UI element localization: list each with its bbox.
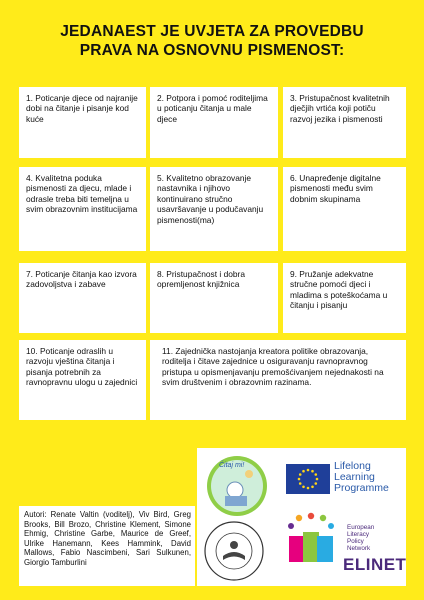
condition-card-9 bbox=[283, 263, 406, 333]
condition-text: 8. Pristupačnost i dobra opremljenost knjižnica bbox=[157, 269, 245, 290]
eu-star-icon bbox=[299, 482, 302, 485]
elinet-small-4: Network bbox=[347, 545, 371, 552]
page-title-line-2: PRAVA NA OSNOVNU PISMENOST: bbox=[79, 42, 345, 59]
eu-star-icon bbox=[316, 478, 319, 481]
condition-card-2 bbox=[150, 87, 278, 158]
authors-box bbox=[19, 506, 195, 586]
eu-star-icon bbox=[299, 473, 302, 476]
condition-card-6 bbox=[283, 167, 406, 251]
condition-card-4 bbox=[19, 167, 146, 251]
eu-star-icon bbox=[307, 487, 310, 490]
eu-star-icon bbox=[314, 473, 317, 476]
condition-text: 2. Potpora i pomoć roditeljima u poticanju čitanja u male djece bbox=[157, 93, 268, 124]
authors-text: Autori: Renate Valtin (voditelj), Viv Bird, Greg Brooks, Bill Brozo, Christine Klement, Simone Ehmig, Christine Garbe, Maurice de Greef, Ulrike Hanemann, Kees Hammink, David Mallows, Fabio Nascimbeni, Sari Sulkunen, Giorgio Tamburlini bbox=[24, 510, 191, 567]
condition-card-3 bbox=[283, 87, 406, 158]
condition-card-11 bbox=[150, 340, 406, 420]
elinet-small-3: Policy bbox=[347, 538, 364, 545]
condition-text: 4. Kvalitetna poduka pismenosti za djecu, mlade i odrasle treba biti temeljna u svim obrazovnim institucijama bbox=[26, 173, 138, 215]
eu-star-icon bbox=[302, 485, 305, 488]
condition-card-7 bbox=[19, 263, 146, 333]
llp-label-2: Learning bbox=[334, 471, 375, 483]
logos-panel bbox=[197, 448, 406, 586]
eu-star-icon bbox=[307, 469, 310, 472]
condition-card-10 bbox=[19, 340, 146, 420]
hcd-seal-logo bbox=[203, 520, 265, 582]
elinet-wordmark: ELINET bbox=[343, 555, 407, 574]
condition-text: 10. Poticanje odraslih u razvoju vještina čitanja i pisanja potrebnih za ravnopravnu ulogu u zajednici bbox=[26, 346, 138, 388]
condition-text: 5. Kvalitetno obrazovanje nastavnika i njihovo kontinuirano stručno usavršavanje u podučavanju pismenosti(ma) bbox=[157, 173, 264, 225]
elinet-small-1: European bbox=[347, 524, 375, 531]
condition-card-8 bbox=[150, 263, 278, 333]
elinet-logo bbox=[283, 510, 339, 570]
citaj-mi-label: Čitaj mi! bbox=[219, 462, 245, 469]
eu-star-icon bbox=[298, 478, 301, 481]
eu-star-icon bbox=[311, 470, 314, 473]
eu-star-icon bbox=[302, 470, 305, 473]
page-title-line-1: JEDANAEST JE UVJETA ZA PROVEDBU bbox=[60, 23, 364, 40]
condition-card-5 bbox=[150, 167, 278, 251]
llp-label-1: Lifelong bbox=[334, 460, 371, 472]
condition-text: 7. Poticanje čitanja kao izvora zadovoljstva i zabave bbox=[26, 269, 137, 290]
condition-text: 6. Unapređenje digitalne pismenosti među svim dobnim skupinama bbox=[290, 173, 381, 204]
condition-text: 11. Zajednička nastojanja kreatora politike obrazovanja, roditelja i čitave zajednice u osiguravanju ravnopravnog pristupa u opismenjavanju premošćivanjem nejednakosti na svim društvenim i obrazovnim razinama. bbox=[162, 346, 384, 388]
llp-label-3: Programme bbox=[334, 482, 389, 494]
condition-text: 1. Poticanje djece od najranije dobi na čitanje i pisanje kod kuće bbox=[26, 93, 138, 124]
elinet-small-2: Literacy bbox=[347, 531, 370, 538]
eu-flag-icon bbox=[286, 464, 330, 494]
condition-text: 9. Pružanje adekvatne stručne pomoći djeci i mladima s poteškoćama u čitanju i pisanju bbox=[290, 269, 388, 311]
condition-card-1 bbox=[19, 87, 146, 158]
eu-star-icon bbox=[311, 485, 314, 488]
condition-text: 3. Pristupačnost kvalitetnih dječjih vrtića koji potiču razvoj jezika i pismenosti bbox=[290, 93, 390, 124]
eu-star-icon bbox=[314, 482, 317, 485]
